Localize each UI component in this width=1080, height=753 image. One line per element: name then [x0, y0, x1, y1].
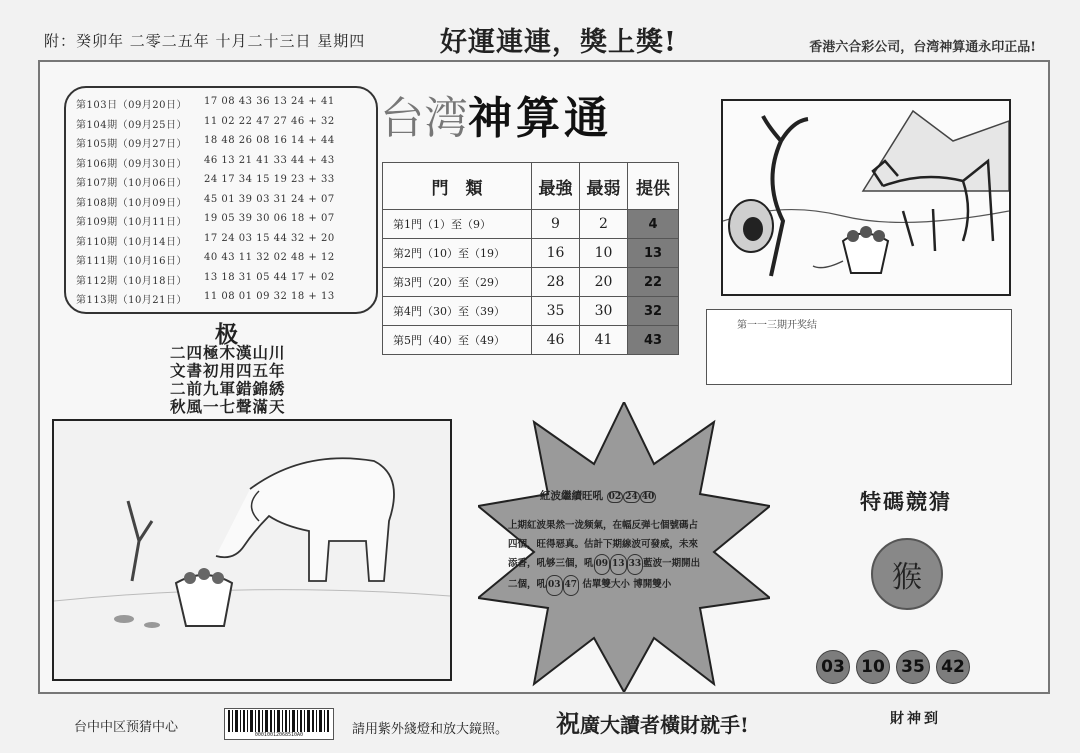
- history-period: 第108期（10月09日）: [76, 197, 188, 209]
- table-row: [383, 268, 679, 297]
- blessing: [556, 704, 749, 739]
- history-numbers: 11 08 01 09 32 18 + 13: [204, 291, 335, 302]
- number-ball: 03: [816, 650, 850, 684]
- history-row: [76, 135, 376, 155]
- star-text-seg: 藍波一期開出: [643, 558, 701, 569]
- group-cell: 第5門（40）至（49）: [383, 326, 532, 355]
- star-line: [508, 575, 734, 596]
- header-min: 最弱: [580, 163, 628, 210]
- number-balls: [816, 650, 970, 684]
- max-cell: 16: [532, 239, 580, 268]
- history-period: 第107期（10月06日）: [76, 178, 188, 189]
- provide-cell: 43: [628, 326, 679, 355]
- table-row: [383, 210, 679, 239]
- history-numbers: 18 48 26 08 16 14 + 44: [204, 135, 335, 146]
- stats-table: [382, 162, 679, 355]
- max-cell: 28: [532, 268, 580, 297]
- barcode: [224, 708, 334, 740]
- donkey-drawing: [723, 101, 1009, 294]
- history-period: 第104期（09月25日）: [76, 119, 188, 131]
- poem-line: 二四極木漢山川: [170, 343, 286, 362]
- circled-number: 02: [608, 492, 622, 502]
- history-row: [76, 194, 376, 214]
- history-numbers: 24 17 34 15 19 23 + 33: [204, 174, 335, 185]
- history-numbers: 17 08 43 36 13 24 + 41: [204, 96, 335, 107]
- history-period: 第103日（09月20日）: [76, 100, 188, 111]
- history-period: 第110期（10月14日）: [76, 236, 188, 248]
- max-cell: 46: [532, 326, 580, 355]
- star-text-seg: 估單雙大小 博開雙小: [582, 579, 672, 590]
- history-period: 第111期（10月16日）: [76, 256, 188, 267]
- star-text-seg: 二個，吼: [508, 579, 547, 590]
- history-numbers: 11 02 22 47 27 46 + 32: [204, 115, 335, 127]
- corner-text: 香港六合彩公司，台湾神算通永印正品!: [809, 40, 1036, 55]
- number-ball: 42: [936, 650, 970, 684]
- number-ball: 35: [896, 650, 930, 684]
- min-cell: 10: [580, 239, 628, 268]
- special-title: 特碼競猜: [860, 489, 952, 514]
- star-label-text: 紅波繼續旺吼: [540, 490, 603, 502]
- history-numbers: 19 05 39 30 06 18 + 07: [204, 213, 335, 224]
- elephant-drawing: [54, 421, 450, 679]
- page-title: [380, 82, 612, 146]
- min-cell: 2: [580, 210, 628, 239]
- poem-line: 二前九軍錯錦綉: [170, 379, 286, 398]
- history-row: [76, 213, 376, 233]
- max-cell: 9: [532, 210, 580, 239]
- history-period: 第109期（10月11日）: [76, 217, 188, 228]
- star-line: 上期紅波果然一泷频氣，在幅反弹七個號碼占: [508, 520, 699, 531]
- provide-cell: 13: [628, 239, 679, 268]
- circled-number: 24: [625, 492, 638, 502]
- history-row: [76, 96, 376, 116]
- title-part-2: 神算通: [468, 93, 612, 144]
- blessing-big: 祝: [556, 709, 580, 738]
- group-cell: 第3門（20）至（29）: [383, 268, 532, 297]
- provide-cell: 22: [628, 268, 679, 297]
- zodiac-circle: 猴: [871, 538, 943, 610]
- footer-left: 台中中区预猜中心: [74, 720, 179, 735]
- history-numbers: 13 18 31 05 44 17 + 02: [204, 271, 335, 283]
- elephant-illustration: [52, 419, 452, 681]
- number-ball: 10: [856, 650, 890, 684]
- circled-number: 47: [563, 575, 580, 596]
- table-row: [383, 326, 679, 355]
- donkey-illustration: [721, 99, 1011, 296]
- circled-number: 40: [641, 492, 655, 502]
- table-row: [383, 297, 679, 326]
- slogan: 好運連連，獎上獎!: [440, 27, 677, 58]
- history-row: [76, 116, 376, 136]
- poem-line: 秋風一七聲滿天: [170, 397, 286, 416]
- history-numbers: 46 13 21 41 33 44 + 43: [204, 154, 335, 166]
- circled-number: 09: [594, 554, 611, 575]
- star-line: 四個，旺得惡真。估計下期線波可發威，未來: [508, 539, 699, 550]
- footer-right: 財神到: [890, 711, 941, 727]
- group-cell: 第4門（30）至（39）: [383, 297, 532, 326]
- history-numbers: 40 43 11 32 02 48 + 12: [204, 252, 335, 263]
- history-row: [76, 174, 376, 194]
- group-cell: 第2門（10）至（19）: [383, 239, 532, 268]
- history-period: 第112期（10月18日）: [76, 275, 188, 287]
- table-row: [383, 239, 679, 268]
- provide-cell: 4: [628, 210, 679, 239]
- history-period: 第105期（09月27日）: [76, 139, 188, 150]
- star-line: [508, 554, 734, 575]
- circled-number: 03: [546, 575, 563, 596]
- poem-heading: 极: [215, 321, 238, 348]
- history-row: [76, 272, 376, 292]
- history-period: 第106期（09月30日）: [76, 158, 188, 170]
- draw-result-box: 第一一三期开奖结: [706, 309, 1012, 385]
- max-cell: 35: [532, 297, 580, 326]
- history-numbers: 45 01 39 03 31 24 + 07: [204, 193, 335, 205]
- header-max: 最強: [532, 163, 580, 210]
- date-line: 附：癸卯年 二零二五年 十月二十三日 星期四: [44, 32, 366, 50]
- history-period: 第113期（10月21日）: [76, 295, 188, 306]
- footer-middle: 請用紫外綫燈和放大鏡照。: [352, 722, 509, 737]
- provide-cell: 32: [628, 297, 679, 326]
- star-label: [540, 488, 656, 503]
- history-panel: [64, 86, 378, 314]
- history-row: [76, 252, 376, 272]
- star-text-seg: 添香，吼够三個，吼: [508, 558, 594, 569]
- history-row: [76, 233, 376, 253]
- history-row: [76, 155, 376, 175]
- poem: [170, 344, 286, 416]
- stats-header-row: [383, 163, 679, 210]
- history-row: [76, 291, 376, 311]
- barcode-bars: [226, 710, 332, 732]
- header-provide: 提供: [628, 163, 679, 210]
- barcode-number: 00010012068510A0: [254, 732, 304, 738]
- circled-number: 13: [610, 554, 627, 575]
- group-cell: 第1門（1）至（9）: [383, 210, 532, 239]
- circled-number: 33: [627, 554, 644, 575]
- min-cell: 30: [580, 297, 628, 326]
- title-part-1: 台湾: [380, 93, 468, 144]
- history-numbers: 17 24 03 15 44 32 + 20: [204, 232, 335, 244]
- min-cell: 20: [580, 268, 628, 297]
- poem-line: 文書初用四五年: [170, 361, 286, 380]
- blessing-text: 廣大讀者橫財就手!: [580, 713, 749, 737]
- header-group: 門 類: [383, 163, 532, 210]
- min-cell: 41: [580, 326, 628, 355]
- star-text: [508, 516, 734, 596]
